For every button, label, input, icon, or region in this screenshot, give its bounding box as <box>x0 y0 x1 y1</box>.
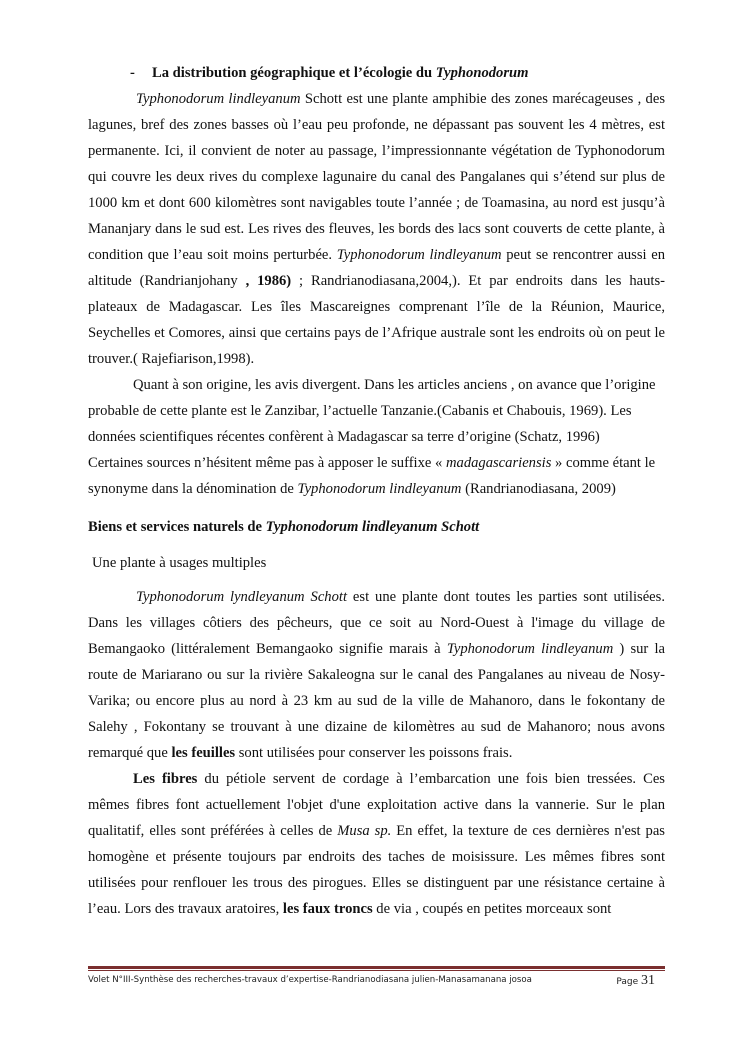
footer-rule-thick <box>88 966 665 969</box>
paragraph-ecology: Typhonodorum lindleyanum Schott est une plante amphibie des zones marécageuses , des lagunes, bref des zones basses où l’eau peu profonde, ne dépassant pas souvent les 4 mètres, est permanente. Ici, il convient de noter au passage, l’impressionnante végétation de Typhonodorum qui couvre les deux rives du complexe lagunaire du canal des Pangalanes qui s’étend sur plus de 1000 km et dont 600 kilomètres sont navigables toute l’année ; de Toamasina, au nord est jusqu’à Mananjary dans le sud est. Les rives des fleuves, les bords des lacs sont couverts de cette plante, à condition que l’eau soit moins perturbée. Typhonodorum lindleyanum peut se rencontrer aussi en altitude (Randrianjohany , 1986) ; Randrianodiasana,2004,). Et par endroits dans les hauts-plateaux de Madagascar. Les îles Mascareignes comprenant l’île de la Réunion, Maurice, Seychelles et Comores, ainsi que certains pays de l’Afrique australe sont les endroits où on peut le trouver.( Rajefiarison,1998). <box>88 91 665 367</box>
section-heading-services: Biens et services naturels de Typhonodorum lindleyanum Schott <box>88 519 480 535</box>
paragraph-uses: Typhonodorum lyndleyanum Schott est une plante dont toutes les parties sont utilisées. Dans les villages côtiers des pêcheurs, que ce soit au Nord-Ouest à l'image du village de Bemangaoko (littéralement Bemangaoko signifie marais à Typhonodorum lindleyanum ) sur la route de Mariarano ou sur la rivière Sakaleogna sur le canal des Pangalanes au niveau de Nosy-Varika; ou encore plus au nord à 23 km au sud de la ville de Mahanoro, dans le fokontany de Salehy , Fokontany se trouvant à une dizaine de kilomètres au sud de Mahanoro; nous avons remarqué que les feuilles sont utilisées pour conserver les poissons frais. <box>88 589 665 761</box>
page-footer <box>88 973 665 988</box>
paragraph-fibres: Les fibres du pétiole servent de cordage à l’embarcation une fois bien tressées. Ces mêmes fibres font actuellement l'objet d'une exploitation active dans la vannerie. Sur le plan qualitatif, elles sont préférées à celles de Musa sp. En effet, la texture de ces dernières n'est pas homogène et présente toujours par endroits des taches de moisissure. Les mêmes fibres sont utilisées pour renflouer les trous des pirogues. Elles se distinguent par une résistance certaine à l’eau. Lors des travaux aratoires, les faux troncs de via , coupés en petites morceaux sont <box>88 771 665 917</box>
footer-rule-thin <box>88 970 665 971</box>
paragraph-synonym: Certaines sources n’hésitent même pas à apposer le suffixe « madagascariensis » comme étant le synonyme dans la dénomination de Typhonodorum lindleyanum (Randrianodiasana, 2009) <box>88 455 656 497</box>
section-heading-distribution: - La distribution géographique et l’écologie du Typhonodorum <box>88 60 665 86</box>
heading-dash: - <box>130 65 135 81</box>
paragraph-origin: Quant à son origine, les avis divergent. Dans les articles anciens , on avance que l’origine probable de cette plante est le Zanzibar, l’actuelle Tanzanie.(Cabanis et Chabouis, 1969). Les données scientifiques récentes confèrent à Madagascar sa terre d’origine (Schatz, 1996) <box>88 377 656 445</box>
subheading-uses: Une plante à usages multiples <box>92 555 267 571</box>
page-body <box>88 60 665 922</box>
footer-text: Volet N°III-Synthèse des recherches-travaux d’expertise-Randrianodiasana julien-Manasamanana josoa <box>88 975 532 985</box>
page-number: Page 31 <box>616 973 655 988</box>
